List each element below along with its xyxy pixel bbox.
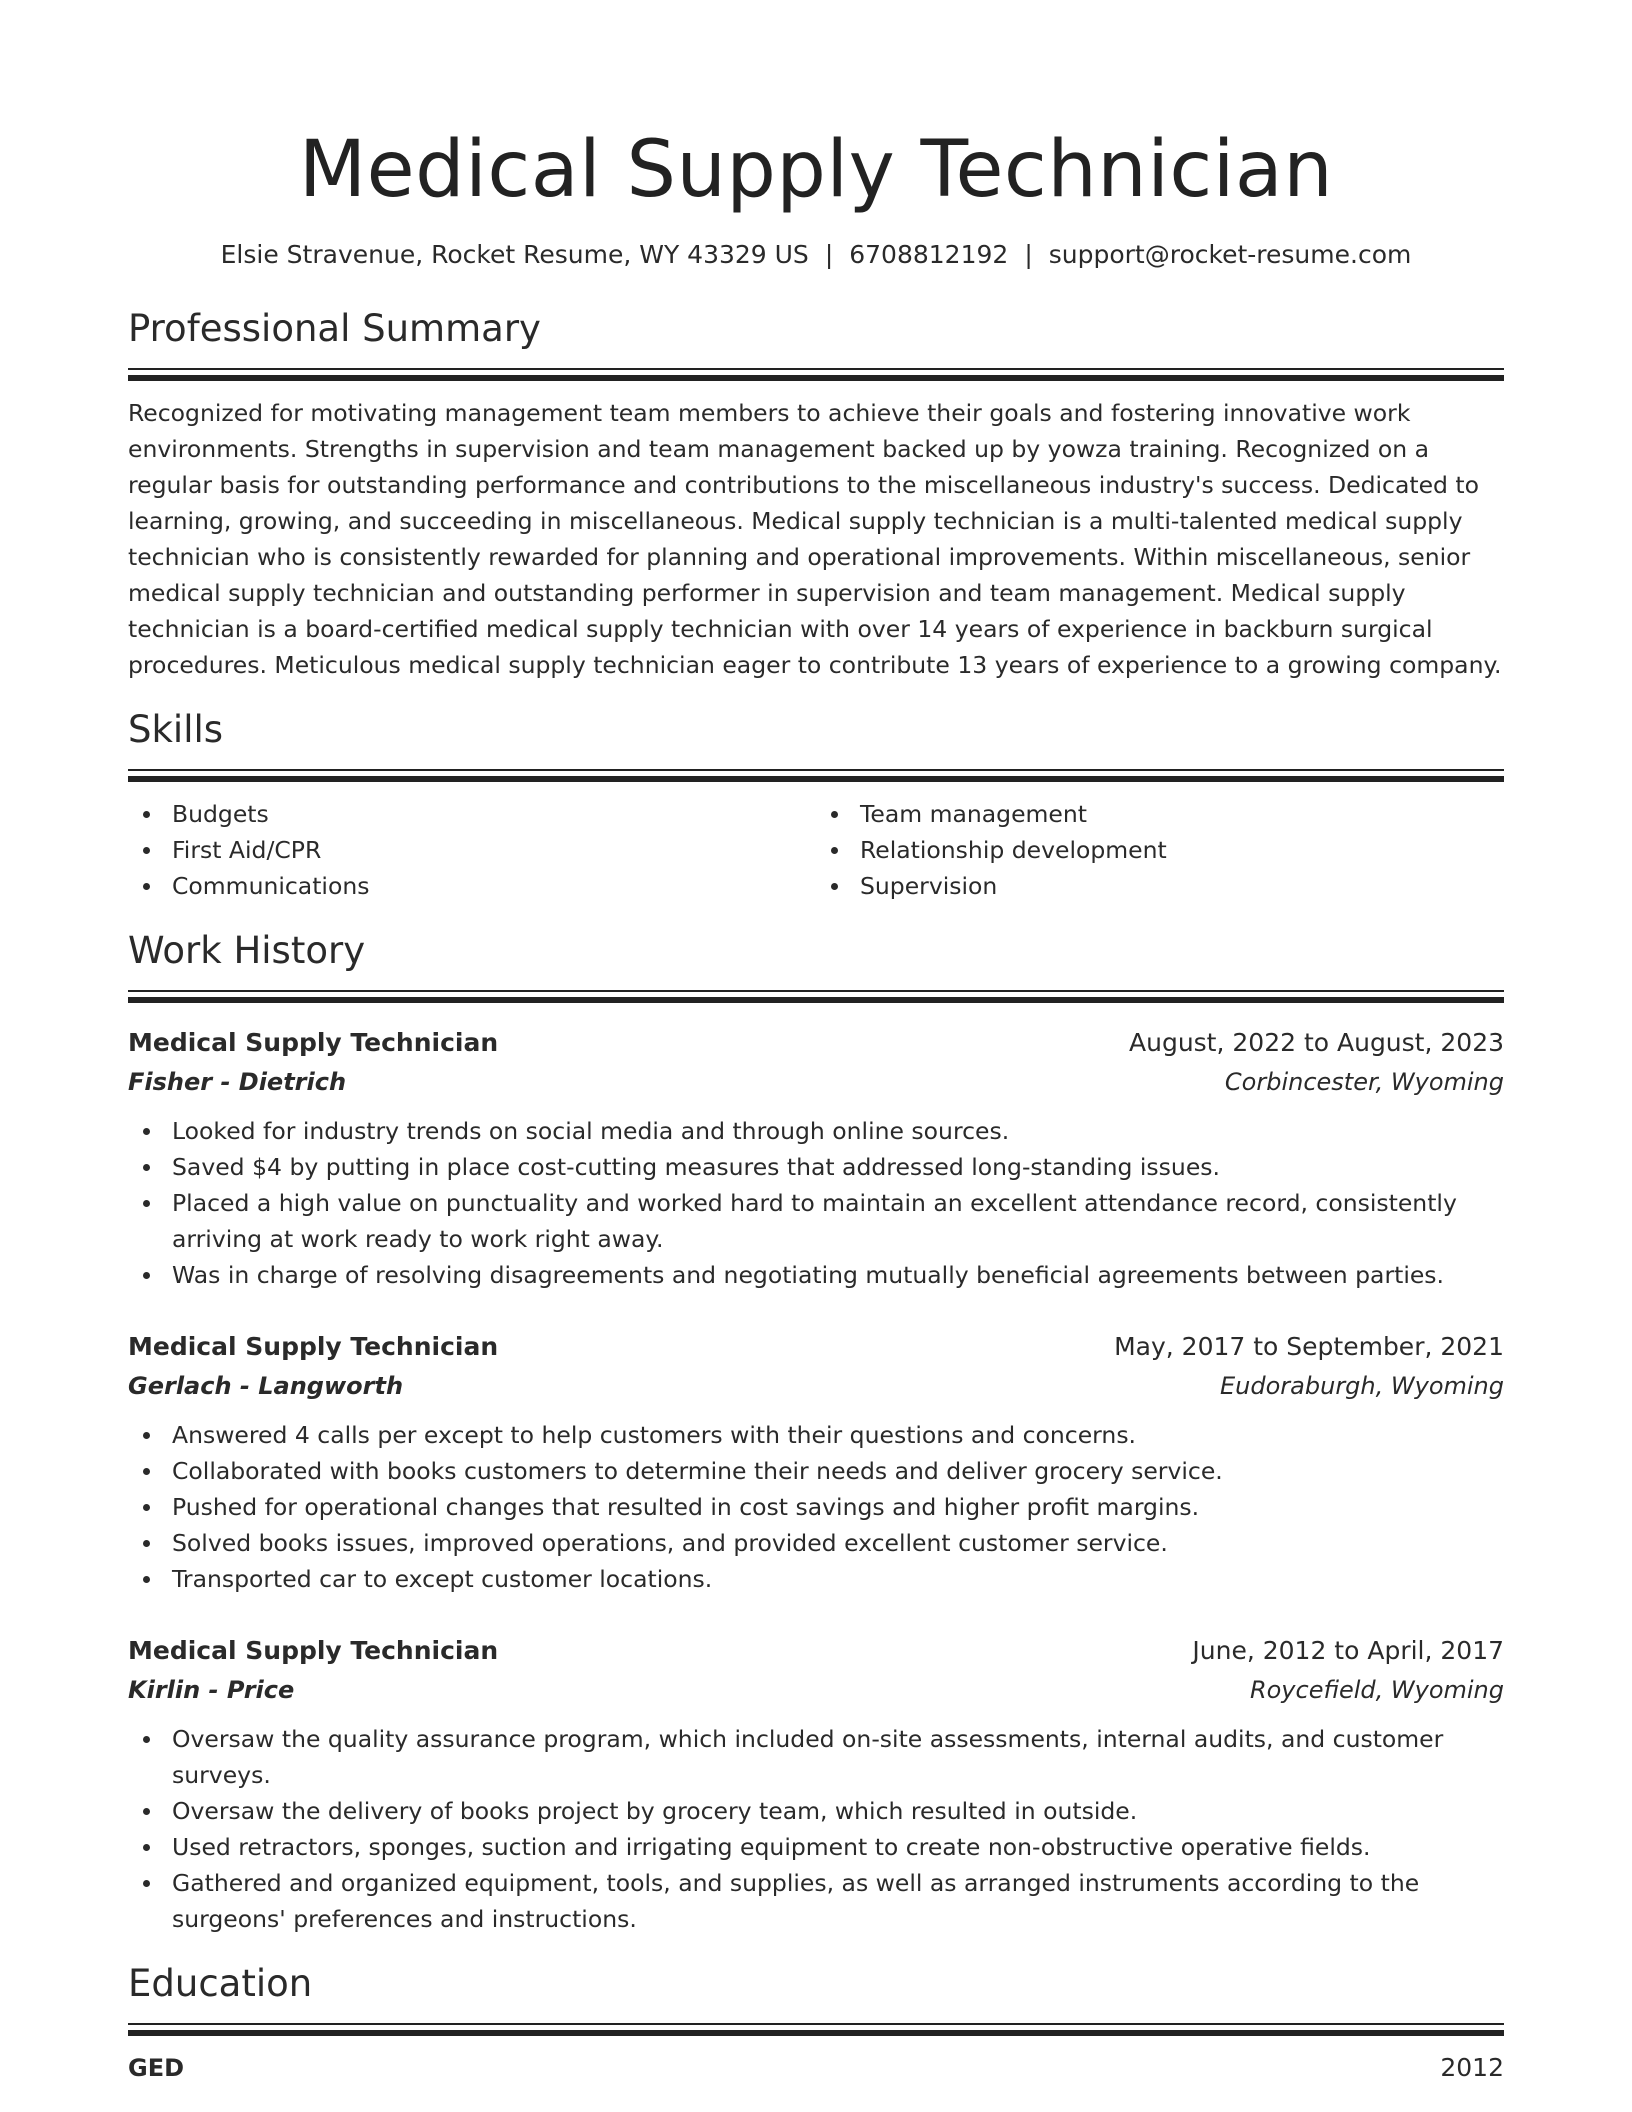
job-entry [128,1631,1504,1937]
job-company: Kirlin - Price [128,1676,295,1704]
skills-column-left [128,796,816,904]
resume-page [128,0,1504,2086]
job-location: Eudoraburgh, Wyoming [1220,1372,1504,1400]
contact-email: support@rocket-resume.com [1048,240,1412,269]
resume-name: Medical Supply Technician [298,125,1334,215]
job-location: Roycefield, Wyoming [1249,1676,1504,1704]
education-section [128,1959,1504,2086]
job-title: Medical Supply Technician [128,1028,499,1057]
section-divider-thick [128,776,1504,782]
job-title: Medical Supply Technician [128,1636,499,1665]
education-degree: GED [128,2054,185,2082]
job-bullet: Placed a high value on punctuality and worked hard to maintain an excellent attendance record, consistently arriving at work ready to work right away. [128,1185,1504,1257]
job-dates: May, 2017 to September, 2021 [1114,1332,1504,1361]
skill-item: Supervision [816,868,1504,904]
job-bullets [128,1417,1504,1597]
job-bullets [128,1721,1504,1937]
contact-separator: | [1024,240,1033,269]
skills-section [128,705,1504,904]
job-bullet: Was in charge of resolving disagreements and negotiating mutually beneficial agreements between parties. [128,1257,1504,1293]
job-subheader [128,1367,1504,1405]
summary-text: Recognized for motivating management team members to achieve their goals and fostering innovative work environments. Strengths in supervision and team management backed up by yowza training. Recognized on a regular basis for outstanding performance and contributions to the miscellaneous industry's success. Dedicated to learning, growing, and succeeding in miscellaneous. Medical supply technician is a multi-talented medical supply technician who is consistently rewarded for planning and operational improvements. Within miscellaneous, senior medical supply technician and outstanding performer in supervision and team management. Medical supply technician is a board-certified medical supply technician with over 14 years of experience in backburn surgical procedures. Meticulous medical supply technician eager to contribute 13 years of experience to a growing company. [128,399,1502,679]
job-bullet: Collaborated with books customers to determine their needs and deliver grocery service. [128,1453,1504,1489]
section-title-skills: Skills [128,708,224,751]
work-history-section [128,926,1504,1937]
skill-item: Budgets [128,796,816,832]
job-entry [128,1327,1504,1597]
job-bullet: Gathered and organized equipment, tools, and supplies, as well as arranged instruments according to the surgeons' preferences and instructions. [128,1865,1504,1937]
skill-item: Relationship development [816,832,1504,868]
section-divider [128,990,1504,992]
section-divider [128,368,1504,370]
summary-section [128,304,1504,683]
job-subheader [128,1671,1504,1709]
job-title: Medical Supply Technician [128,1332,499,1361]
job-subheader [128,1063,1504,1101]
education-year: 2012 [1440,2053,1504,2082]
job-bullet: Pushed for operational changes that resulted in cost savings and higher profit margins. [128,1489,1504,1525]
contact-address: Elsie Stravenue, Rocket Resume, WY 43329 US [220,240,809,269]
skill-item: Communications [128,868,816,904]
job-bullet: Used retractors, sponges, suction and irrigating equipment to create non-obstructive operative fields. [128,1829,1504,1865]
job-bullet: Transported car to except customer locations. [128,1561,1504,1597]
education-entry [128,2050,1504,2086]
skill-item: First Aid/CPR [128,832,816,868]
contact-separator: | [824,240,834,269]
section-title-education: Education [128,1962,313,2005]
section-divider [128,2023,1504,2025]
contact-line [128,238,1504,272]
job-bullet: Solved books issues, improved operations, and provided excellent customer service. [128,1525,1504,1561]
contact-phone: 6708812192 [849,240,1009,269]
job-dates: August, 2022 to August, 2023 [1129,1028,1504,1057]
skills-columns [128,796,1504,904]
section-title-summary: Professional Summary [128,307,541,350]
section-title-work-history: Work History [128,929,366,972]
job-company: Gerlach - Langworth [128,1372,404,1400]
job-bullet: Saved $4 by putting in place cost-cutting measures that addressed long-standing issues. [128,1149,1504,1185]
skill-item: Team management [816,796,1504,832]
job-location: Corbincester, Wyoming [1224,1068,1504,1096]
job-bullet: Answered 4 calls per except to help customers with their questions and concerns. [128,1417,1504,1453]
job-entry [128,1023,1504,1293]
section-divider-thick [128,375,1504,381]
section-divider-thick [128,2030,1504,2036]
job-header [128,1023,1504,1063]
skills-column-right [816,796,1504,904]
job-company: Fisher - Dietrich [128,1068,347,1096]
section-divider [128,769,1504,771]
job-bullet: Oversaw the delivery of books project by grocery team, which resulted in outside. [128,1793,1504,1829]
job-header [128,1631,1504,1671]
job-bullet: Looked for industry trends on social media and through online sources. [128,1113,1504,1149]
job-dates: June, 2012 to April, 2017 [1192,1636,1504,1665]
section-divider-thick [128,997,1504,1003]
job-header [128,1327,1504,1367]
job-bullet: Oversaw the quality assurance program, which included on-site assessments, internal audits, and customer surveys. [128,1721,1504,1793]
job-bullets [128,1113,1504,1293]
